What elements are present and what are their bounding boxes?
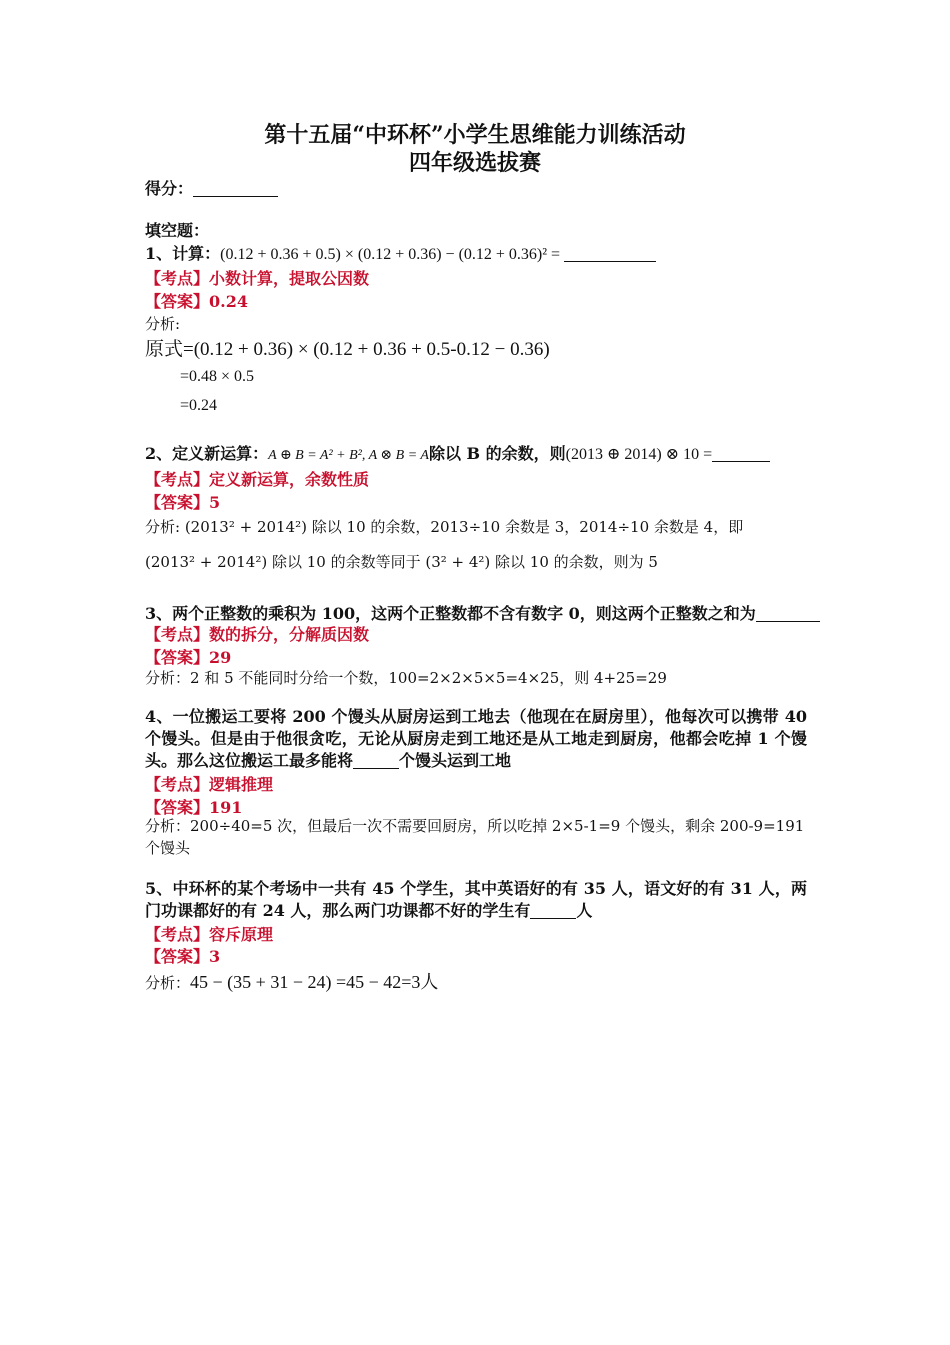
q4-text-a: 4、一位搬运工要将 200 个馒头从厨房运到工地去（他现在在厨房里），他每次可以携带 40 个馒头。但是由于他很贪吃，无论从厨房走到工地还是从工地走到厨房，他都会吃掉 1 个馒头。那么这位搬运工最多能将	[145, 707, 807, 770]
q3-blank	[756, 605, 820, 622]
q2-prefix: 2、定义新运算：	[145, 444, 269, 463]
document-title: 第十五届“中环杯”小学生思维能力训练活动	[264, 122, 686, 148]
q3-analysis: 分析：2 和 5 不能同时分给一个数，100=2×2×5×5=4×25，则 4+25=29	[145, 669, 667, 687]
q2-point: 【考点】定义新运算，余数性质	[145, 470, 370, 489]
q4-answer: 【答案】191	[145, 798, 243, 817]
q3-point: 【考点】数的拆分，分解质因数	[145, 625, 370, 644]
q5-analysis	[145, 968, 438, 994]
q1-analysis-label: 分析:	[145, 315, 181, 333]
q2-question	[145, 441, 770, 464]
q3-answer: 【答案】29	[145, 648, 232, 667]
document-subtitle: 四年级选拔赛	[408, 150, 541, 176]
q1-step-2: =0.48 × 0.5	[180, 368, 255, 385]
q1-blank	[564, 245, 656, 262]
q5-answer: 【答案】3	[145, 947, 221, 966]
q2-analysis-line-1: 分析: (2013² + 2014²) 除以 10 的余数，2013÷10 余数是 3，2014÷10 余数是 4，即	[145, 518, 744, 536]
q4-point: 【考点】逻辑推理	[145, 775, 274, 794]
q2-text-mid: 除以 B 的余数，则	[428, 444, 566, 463]
q5-text-a: 5、中环杯的某个考场中一共有 45 个学生，其中英语好的有 35 人，语文好的有 31 人，两门功课都好的有 24 人，那么两门功课都不好的学生有	[145, 879, 807, 920]
score-line	[145, 176, 278, 199]
q2-analysis-line-2: (2013² + 2014²) 除以 10 的余数等同于 (3² + 4²) 除以 10 的余数，则为 5	[145, 553, 658, 571]
q1-step-3: =0.24	[180, 397, 218, 414]
q4-analysis: 分析：200÷40=5 次，但最后一次不需要回厨房，所以吃掉 2×5-1=9 个馒头，剩余 200-9=191 个馒头	[145, 817, 805, 857]
q4-question	[145, 706, 807, 772]
q2-expression: (2013 ⊕ 2014) ⊗ 10 =	[565, 446, 713, 463]
q5-blank	[530, 902, 576, 919]
q3-text: 3、两个正整数的乘积为 100，这两个正整数都不含有数字 0，则这两个正整数之和为	[145, 604, 756, 623]
q2-answer: 【答案】5	[145, 493, 221, 512]
q5-analysis-label: 分析：	[145, 974, 191, 992]
q5-point: 【考点】容斥原理	[145, 925, 274, 944]
q1-prefix: 1、计算：	[145, 244, 221, 263]
q1-point: 【考点】小数计算，提取公因数	[145, 269, 370, 288]
score-label: 得分：	[145, 179, 194, 198]
q5-question	[145, 878, 807, 922]
q3-question	[145, 601, 820, 624]
q1-question	[145, 241, 656, 264]
q1-step-1: 原式=(0.12 + 0.36) × (0.12 + 0.36 + 0.5-0.12 − 0.36)	[145, 339, 550, 360]
q2-blank	[712, 445, 770, 462]
q2-definition: A ⊕ B = A² + B², A ⊗ B = A	[268, 448, 429, 463]
q4-text-b: 个馒头运到工地	[399, 751, 512, 770]
section-label: 填空题：	[145, 221, 210, 240]
q4-blank	[353, 752, 399, 769]
q5-analysis-expression: 45 − (35 + 31 − 24) =45 − 42=3人	[190, 972, 439, 992]
q1-expression: (0.12 + 0.36 + 0.5) × (0.12 + 0.36) − (0.12 + 0.36)² =	[220, 246, 561, 263]
q1-answer: 【答案】0.24	[145, 292, 248, 311]
score-blank	[193, 180, 278, 197]
q5-text-b: 人	[576, 901, 593, 920]
